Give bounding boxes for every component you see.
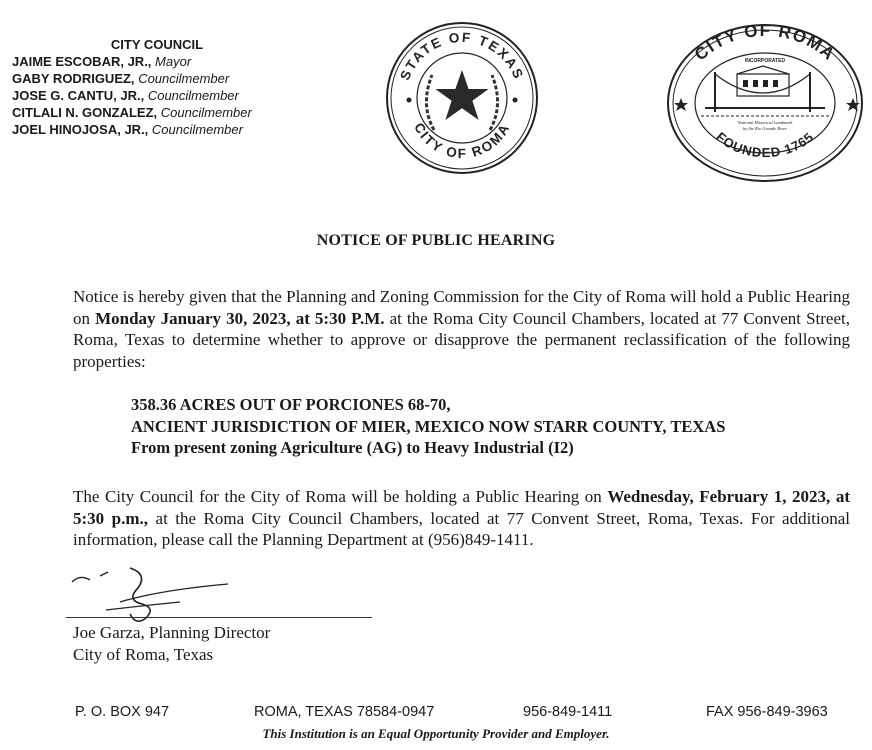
council-hearing-date: Wednesday, February 1, 2023, at 5:30 p.m., xyxy=(73,487,850,528)
notice-paragraph-2: The City Council for the City of Roma will be holding a Public Hearing on Wednesday, February 1, 2023, at 5:30 p.m., at the Roma City Council Chambers, located at 77 Convent Street, Roma, Texas. For additional information, please call the Planning Department at (956)849-1411. xyxy=(73,487,851,549)
property-line: 358.36 ACRES OUT OF PORCIONES 68-70, xyxy=(131,395,451,414)
council-member: JAIME ESCOBAR, JR., Mayor xyxy=(12,54,192,69)
svg-text:STATE OF TEXAS: STATE OF TEXAS xyxy=(397,29,527,83)
city-council-list xyxy=(12,36,302,138)
footer-phone: 956-849-1411 xyxy=(523,704,613,720)
signature-icon xyxy=(60,562,240,628)
signer-block xyxy=(73,622,270,665)
svg-text:by the Rio Grande River: by the Rio Grande River xyxy=(743,126,787,131)
council-member: JOSE G. CANTU, JR., Councilmember xyxy=(12,88,239,103)
equal-opportunity-statement: This Institution is an Equal Opportunity Provider and Employer. xyxy=(262,726,610,741)
roma-seal-icon xyxy=(665,22,865,184)
council-heading: CITY COUNCIL xyxy=(110,37,204,52)
signer-organization: City of Roma, Texas xyxy=(73,644,214,664)
svg-text:FOUNDED 1765: FOUNDED 1765 xyxy=(713,128,817,161)
svg-text:CITY OF ROMA: CITY OF ROMA xyxy=(690,22,840,65)
notice-paragraph-1: Notice is hereby given that the Planning and Zoning Commission for the City of Roma will hold a Public Hearing on Monday January 30, 2023, at 5:30 P.M. at the Roma City Council Chambers, located at 77 Convent Street, Roma, Texas to determine whether to approve or disapprove the permanent reclassification of the following properties: xyxy=(73,287,850,371)
footer-po-box: P. O. BOX 947 xyxy=(75,704,170,720)
footer-city: ROMA, TEXAS 78584-0947 xyxy=(254,704,435,720)
signature-line xyxy=(66,617,372,618)
svg-text:INCORPORATED: INCORPORATED xyxy=(744,58,786,64)
signer-name: Joe Garza, Planning Director xyxy=(73,623,271,642)
property-description xyxy=(131,394,725,459)
commission-hearing-date: Monday January 30, 2023, at 5:30 P.M. xyxy=(95,308,385,328)
svg-text:CITY OF ROMA: CITY OF ROMA xyxy=(411,120,513,162)
council-member: GABY RODRIGUEZ, Councilmember xyxy=(12,71,230,86)
council-member: JOEL HINOJOSA, JR., Councilmember xyxy=(12,122,243,137)
notice-title: NOTICE OF PUBLIC HEARING xyxy=(316,232,556,249)
property-line: ANCIENT JURISDICTION OF MIER, MEXICO NOW STARR COUNTY, TEXAS xyxy=(131,416,726,436)
texas-seal-icon xyxy=(384,20,540,176)
svg-text:National Historical Landmark: National Historical Landmark xyxy=(737,120,793,125)
footer-fax: FAX 956-849-3963 xyxy=(706,704,828,720)
property-line: From present zoning Agriculture (AG) to Heavy Industrial (I2) xyxy=(131,438,574,457)
council-member: CITLALI N. GONZALEZ, Councilmember xyxy=(12,105,252,120)
